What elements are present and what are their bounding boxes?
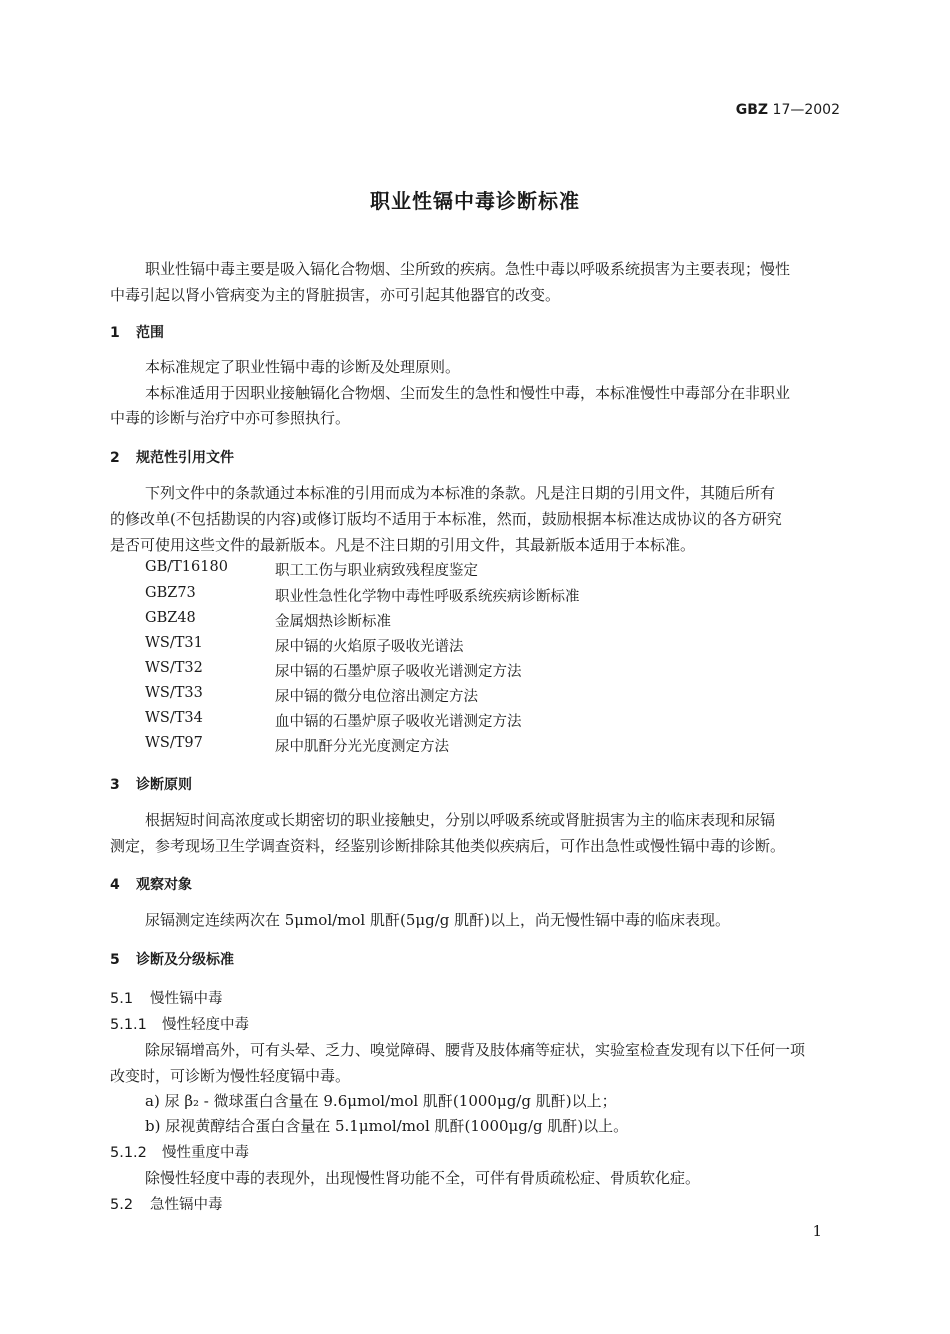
section-2-title: 规范性引用文件 xyxy=(136,450,234,466)
section-2-line-3: 是否可使用这些文件的最新版本。凡是不注日期的引用文件，其最新版本适用于本标准。 xyxy=(110,536,696,554)
subsection-5-1-1-line-1: 除尿镉增高外，可有头晕、乏力、嗅觉障碍、腰背及肢体痛等症状，实验室检查发现有以下任何一项 xyxy=(145,1041,806,1059)
subsection-5-1-2-heading xyxy=(110,1141,249,1162)
page-number: 1 xyxy=(812,1222,822,1240)
standard-code-number: 17—2002 xyxy=(772,102,840,118)
section-3-line-2: 测定，参考现场卫生学调查资料，经鉴别诊断排除其他类似疾病后，可作出急性或慢性镉中毒的诊断。 xyxy=(110,837,786,855)
ref-title: 职业性急性化学物中毒性呼吸系统疾病诊断标准 xyxy=(275,589,580,605)
ref-title: 尿中肌酐分光光度测定方法 xyxy=(275,739,449,755)
subsection-5-1-heading xyxy=(110,987,223,1008)
ref-code: WS/T34 xyxy=(145,710,203,726)
section-4-title: 观察对象 xyxy=(136,877,192,893)
ref-title: 尿中镉的微分电位溶出测定方法 xyxy=(275,689,478,705)
section-4-number: 4 xyxy=(110,877,120,893)
intro-line-1: 职业性镉中毒主要是吸入镉化合物烟、尘所致的疾病。急性中毒以呼吸系统损害为主要表现；慢性 xyxy=(145,260,791,278)
standard-code xyxy=(736,102,840,118)
section-1-para-1: 本标准规定了职业性镉中毒的诊断及处理原则。 xyxy=(145,358,461,376)
ref-code: GBZ48 xyxy=(145,610,196,626)
section-3-title: 诊断原则 xyxy=(136,777,192,793)
ref-title: 血中镉的石墨炉原子吸收光谱测定方法 xyxy=(275,714,522,730)
section-1-title: 范围 xyxy=(136,325,164,341)
subsection-5-1-number: 5.1 xyxy=(110,991,134,1007)
intro-line-2: 中毒引起以肾小管病变为主的肾脏损害，亦可引起其他器官的改变。 xyxy=(110,286,561,304)
ref-title: 尿中镉的石墨炉原子吸收光谱测定方法 xyxy=(275,664,522,680)
section-5-number: 5 xyxy=(110,952,120,968)
ref-code: WS/T97 xyxy=(145,735,203,751)
standard-code-prefix: GBZ xyxy=(735,102,769,118)
section-5-heading xyxy=(110,949,234,969)
ref-title: 尿中镉的火焰原子吸收光谱法 xyxy=(275,639,464,655)
subsection-5-1-1-line-2: 改变时，可诊断为慢性轻度镉中毒。 xyxy=(110,1067,351,1085)
subsection-5-1-1-heading xyxy=(110,1013,249,1034)
section-1-number: 1 xyxy=(110,325,120,341)
ref-code: WS/T32 xyxy=(145,660,203,676)
section-4-heading xyxy=(110,874,192,894)
section-2-number: 2 xyxy=(110,450,120,466)
section-3-heading xyxy=(110,774,192,794)
subsection-5-1-1-number: 5.1.1 xyxy=(110,1017,147,1033)
section-4-line-1: 尿镉测定连续两次在 5μmol/mol 肌酐(5μg/g 肌酐)以上，尚无慢性镉中毒的临床表现。 xyxy=(145,911,731,929)
subsection-5-2-number: 5.2 xyxy=(110,1197,134,1213)
subsection-5-1-2-title: 慢性重度中毒 xyxy=(162,1145,249,1161)
list-item-a: a) 尿 β₂ - 微球蛋白含量在 9.6μmol/mol 肌酐(1000μg/g 肌酐)以上； xyxy=(145,1092,617,1110)
subsection-5-2-title: 急性镉中毒 xyxy=(150,1197,223,1213)
section-5-title: 诊断及分级标准 xyxy=(136,952,234,968)
section-2-line-1: 下列文件中的条款通过本标准的引用而成为本标准的条款。凡是注日期的引用文件，其随后所有 xyxy=(145,484,776,502)
subsection-5-1-2-line-1: 除慢性轻度中毒的表现外，出现慢性肾功能不全，可伴有骨质疏松症、骨质软化症。 xyxy=(145,1169,701,1187)
ref-code: GB/T16180 xyxy=(145,559,228,575)
section-1-heading xyxy=(110,322,164,342)
list-item-b: b) 尿视黄醇结合蛋白含量在 5.1μmol/mol 肌酐(1000μg/g 肌酐)以上。 xyxy=(145,1117,629,1135)
section-2-line-2: 的修改单(不包括勘误的内容)或修订版均不适用于本标准，然而，鼓励根据本标准达成协议的各方研究 xyxy=(110,510,782,528)
section-1-para-2-line-1: 本标准适用于因职业接触镉化合物烟、尘而发生的急性和慢性中毒，本标准慢性中毒部分在非职业 xyxy=(145,384,791,402)
section-3-line-1: 根据短时间高浓度或长期密切的职业接触史，分别以呼吸系统或肾脏损害为主的临床表现和尿镉 xyxy=(145,811,776,829)
section-3-number: 3 xyxy=(110,777,120,793)
subsection-5-1-1-title: 慢性轻度中毒 xyxy=(162,1017,249,1033)
document-title: 职业性镉中毒诊断标准 xyxy=(370,189,580,213)
ref-title: 职工工伤与职业病致残程度鉴定 xyxy=(275,563,478,579)
subsection-5-1-2-number: 5.1.2 xyxy=(110,1145,147,1161)
ref-title: 金属烟热诊断标准 xyxy=(275,614,391,630)
ref-code: GBZ73 xyxy=(145,585,196,601)
section-1-para-2-line-2: 中毒的诊断与治疗中亦可参照执行。 xyxy=(110,409,351,427)
subsection-5-2-heading xyxy=(110,1193,223,1214)
ref-code: WS/T33 xyxy=(145,685,203,701)
section-2-heading xyxy=(110,447,234,467)
ref-code: WS/T31 xyxy=(145,635,203,651)
subsection-5-1-title: 慢性镉中毒 xyxy=(150,991,223,1007)
